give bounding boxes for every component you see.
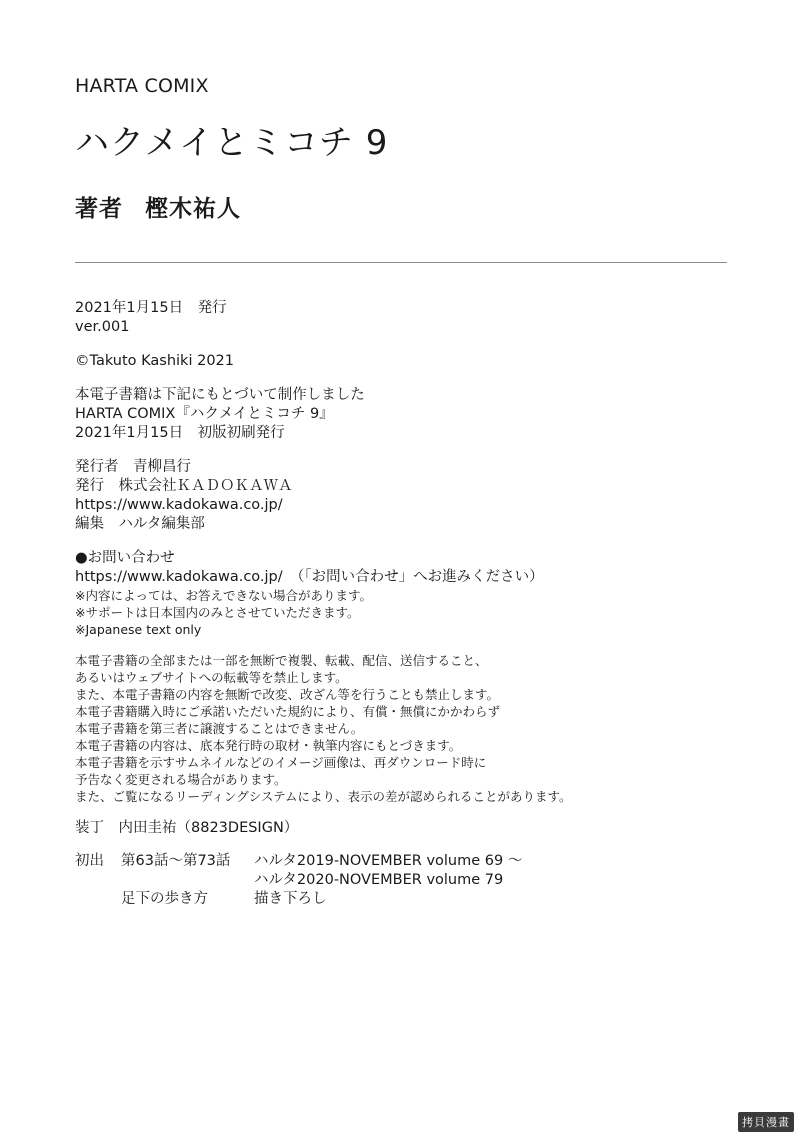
- copyright: ©Takuto Kashiki 2021: [75, 353, 234, 369]
- author-role: 著者: [75, 196, 123, 222]
- publisher-company: 発行 株式会社ＫＡＤＯＫＡＷＡ: [75, 478, 293, 494]
- first-appearance-chapters: 第63話〜第73話: [121, 853, 231, 869]
- notice-line: 本電子書籍を示すサムネイルなどのイメージ画像は、再ダウンロード時に: [75, 755, 487, 770]
- notice-line: 本電子書籍の内容は、底本発行時の取材・執筆内容にもとづきます。: [75, 738, 462, 753]
- source-line: 2021年1月15日 初版初刷発行: [75, 425, 285, 441]
- contact-note: ※サポートは日本国内のみとさせていただきます。: [75, 605, 360, 620]
- copyright-block: [75, 352, 735, 371]
- author-line: [75, 194, 735, 224]
- contact-block: [75, 549, 735, 587]
- notice-line: 本電子書籍購入時にご承諾いただいた規約により、有償・無償にかかわらず: [75, 704, 501, 719]
- editor: 編集 ハルタ編集部: [75, 516, 205, 532]
- contact-note: ※Japanese text only: [75, 622, 202, 637]
- publication-date: 2021年1月15日 発行: [75, 300, 227, 316]
- imprint-label: HARTA COMIX: [75, 75, 209, 97]
- source-line: HARTA COMIX『ハクメイとミコチ 9』: [75, 406, 334, 422]
- publisher-url: https://www.kadokawa.co.jp/: [75, 497, 283, 513]
- contact-note: ※内容によっては、お答えできない場合があります。: [75, 588, 372, 603]
- publisher-person: 発行者 青柳昌行: [75, 459, 191, 475]
- first-appearance-source: ハルタ2019-NOVEMBER volume 69 〜: [254, 853, 523, 869]
- first-appearance-chapters: 足下の歩き方: [121, 891, 208, 907]
- notice-line: あるいはウェブサイトへの転載等を禁止します。: [75, 670, 348, 685]
- design-block: [75, 819, 735, 838]
- author-name: 樫木祐人: [145, 196, 241, 222]
- book-title: ハクメイとミコチ 9: [75, 123, 389, 163]
- design-credit: 装丁 内田圭祐（8823DESIGN）: [75, 820, 299, 836]
- publisher-block: [75, 458, 735, 534]
- source-line: 本電子書籍は下記にもとづいて制作しました: [75, 387, 365, 403]
- notice-line: また、本電子書籍の内容を無断で改変、改ざん等を行うことも禁止します。: [75, 687, 500, 702]
- notice-line: また、ご覧になるリーディングシステムにより、表示の差が認められることがあります。: [75, 789, 572, 804]
- contact-url: https://www.kadokawa.co.jp/ （「お問い合わせ」へお進みください）: [75, 569, 544, 585]
- imprint-page: [75, 74, 735, 909]
- notice-line: 本電子書籍を第三者に譲渡することはできません。: [75, 721, 364, 736]
- first-appearance-source: 描き下ろし: [254, 891, 327, 907]
- notice-line: 本電子書籍の全部または一部を無断で複製、転載、配信、送信すること、: [75, 653, 488, 668]
- notice-line: 予告なく変更される場合があります。: [75, 772, 287, 787]
- first-appearance-label: 初出: [75, 853, 104, 869]
- first-appearance-source: ハルタ2020-NOVEMBER volume 79: [254, 872, 504, 888]
- contact-heading: ●お問い合わせ: [75, 550, 175, 566]
- first-appearance: [75, 852, 735, 909]
- notice-block: [75, 652, 735, 805]
- watermark: 拷貝漫畫: [738, 1112, 794, 1132]
- publication-block: [75, 299, 735, 337]
- source-block: [75, 386, 735, 443]
- divider: [75, 262, 727, 263]
- contact-notes: [75, 587, 735, 638]
- version: ver.001: [75, 319, 130, 335]
